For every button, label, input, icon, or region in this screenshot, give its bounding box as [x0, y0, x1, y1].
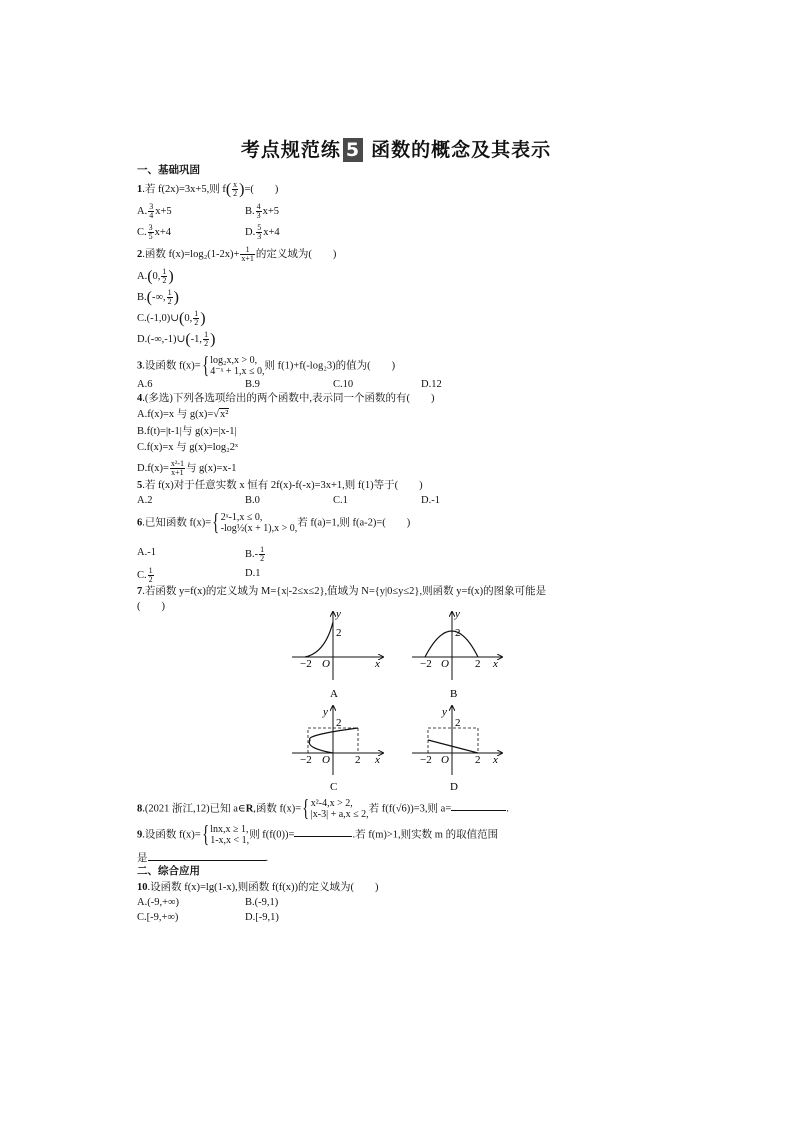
q4-option-c: C.f(x)=x 与 g(x)=log₂2ˣ [137, 442, 239, 453]
svg-text:−2: −2 [420, 658, 432, 670]
q4-option-d: D.f(x)= $\frac{\text{x²-1}}{x+1}$ 与 g(x)=x-1 [137, 459, 237, 477]
graph-d [412, 706, 502, 793]
q6-option-b: B.- $\frac{1}{2}$ [245, 545, 265, 563]
q5-option-d: D.-1 [421, 495, 440, 506]
q3-option-b: B.9 [245, 379, 260, 390]
q6-option-a: A.-1 [137, 547, 156, 558]
svg-text:−2: −2 [300, 658, 312, 670]
svg-text:O: O [322, 754, 330, 766]
graph-c-label: C [330, 781, 338, 793]
q6-option-d: D.1 [245, 568, 261, 579]
section-comprehensive: 二、综合应用 [137, 865, 200, 877]
q1-text-b: =( ) [244, 183, 279, 195]
q10-option-b: B.(-9,1) [245, 897, 279, 908]
svg-text:−2: −2 [300, 754, 312, 766]
q2-option-c: C.(-1,0)∪(0, $\frac{1}{2}$ ) [137, 309, 206, 327]
svg-text:y: y [455, 608, 460, 620]
q3-option-d: D.12 [421, 379, 442, 390]
svg-text:2: 2 [455, 717, 461, 729]
svg-text:−2: −2 [420, 754, 432, 766]
q2-option-b: B.(-∞, $\frac{1}{2}$ ) [137, 288, 179, 306]
svg-text:2: 2 [336, 717, 342, 729]
svg-text:2: 2 [475, 658, 481, 670]
graph-c [292, 706, 383, 793]
graph-b [412, 608, 502, 700]
svg-text:y: y [323, 706, 328, 718]
svg-text:2: 2 [336, 627, 342, 639]
q6-option-c: C. $\frac{1}{2}$ [137, 566, 153, 584]
q3-cases: log₂x,x > 0, 4⁻ˣ + 1,x ≤ 0, [210, 355, 265, 377]
q5-option-a: A.2 [137, 495, 153, 506]
q1-option-d: D. $\frac{5}{3}$ x+4 [245, 223, 280, 241]
q1-text-a: .若 f(2x)=3x+5,则 f [142, 183, 226, 195]
graph-a [292, 608, 383, 700]
svg-text:y: y [442, 706, 447, 718]
graph-a-label: A [330, 688, 338, 700]
q5-stem: 5.若 f(x)对于任意实数 x 恒有 2f(x)-f(-x)=3x+1,则 f(1)等于( ) [137, 480, 423, 491]
q10-option-d: D.[-9,1) [245, 912, 279, 923]
q1-option-a: A. $\frac{3}{4}$ x+5 [137, 202, 172, 220]
q6-cases: 2ˣ-1,x ≤ 0, -log½(x + 1),x > 0, [220, 512, 298, 534]
q8-answer-blank[interactable] [451, 799, 506, 811]
graph-b-label: B [450, 688, 458, 700]
q9-stem: 9.设函数 f(x)={ lnx,x ≥ 1, 1-x,x < 1, 则 f(f(0))= .若 f(m)>1,则实数 m 的取值范围 [137, 822, 499, 848]
q1-frac: $\frac{x}{2}$ [233, 180, 238, 198]
q3-stem: 3.设函数 f(x)={ log₂x,x > 0, 4⁻ˣ + 1,x ≤ 0, 则 f(1)+f(-log₂3)的值为( ) [137, 353, 396, 379]
q4-option-a: A.f(x)=x 与 g(x)=√x² [137, 409, 229, 420]
q1-option-b: B. $\frac{4}{3}$ x+5 [245, 202, 280, 220]
q9-line2: 是 . [137, 849, 268, 865]
q7-paren: ( ) [137, 601, 165, 612]
q3-option-a: A.6 [137, 379, 153, 390]
svg-text:x: x [493, 658, 498, 670]
q4-stem: 4.(多选)下列各选项给出的两个函数中,表示同一个函数的有( ) [137, 393, 435, 404]
q2-option-d: D.(-∞,-1)∪(-1, $\frac{1}{2}$ ) [137, 330, 216, 348]
q4-option-b: B.f(t)=|t-1|与 g(x)=|x-1| [137, 426, 237, 437]
section-basic: 一、基础巩固 [137, 164, 200, 176]
graph-d-line [428, 740, 478, 753]
q8-stem: 8.(2021 浙江,12)已知 a∈R,函数 f(x)={ x²-4,x > 2, |x-3| + a,x ≤ 2, 若 f(f(√6))=3,则 a= . [137, 796, 509, 822]
q10-option-c: C.[-9,+∞) [137, 912, 179, 923]
graph-a-curve [305, 622, 333, 657]
graph-c-curve [309, 728, 358, 753]
title-number-badge: 5 [343, 138, 363, 162]
svg-text:O: O [322, 658, 330, 670]
title-text: 函数的概念及其表示 [371, 139, 552, 161]
q1-option-c: C. $\frac{3}{5}$ x+4 [137, 223, 172, 241]
q10-stem: 10.设函数 f(x)=lg(1-x),则函数 f(f(x))的定义域为( ) [137, 882, 379, 893]
svg-text:x: x [375, 754, 380, 766]
q5-option-b: B.0 [245, 495, 260, 506]
svg-text:2: 2 [355, 754, 361, 766]
q5-option-c: C.1 [333, 495, 348, 506]
svg-text:2: 2 [475, 754, 481, 766]
svg-text:x: x [493, 754, 498, 766]
q9-answer-blank-2[interactable] [148, 849, 266, 861]
q6-stem: 6.已知函数 f(x)={ 2ˣ-1,x ≤ 0, -log½(x + 1),x > 0, 若 f(a)=1,则 f(a-2)=( ) [137, 510, 411, 536]
graph-a-y: y [336, 608, 341, 620]
graph-d-label: D [450, 781, 458, 793]
q10-option-a: A.(-9,+∞) [137, 897, 179, 908]
title-prefix: 考点规范练 [240, 139, 341, 161]
svg-text:O: O [441, 658, 449, 670]
q1-stem: 1.若 f(2x)=3x+5,则 f( $\frac{x}{2}$ )=( ) [137, 180, 279, 198]
q1-number: 1 [137, 183, 143, 195]
graph-a-x: x [375, 658, 380, 670]
svg-text:O: O [441, 754, 449, 766]
q2-stem: 2.函数 f(x)=log₂(1-2x)+ $\frac{1}{x+1}$ 的定义域为( ) [137, 245, 337, 263]
q9-answer-blank-1[interactable] [294, 825, 352, 837]
q2-option-a: A.(0, $\frac{1}{2}$ ) [137, 267, 174, 285]
q3-option-c: C.10 [333, 379, 354, 390]
svg-text:2: 2 [455, 627, 461, 639]
q7-stem: 7.若函数 y=f(x)的定义域为 M={x|-2≤x≤2},值域为 N={y|0≤y≤2},则函数 y=f(x)的图象可能是 [137, 586, 547, 597]
